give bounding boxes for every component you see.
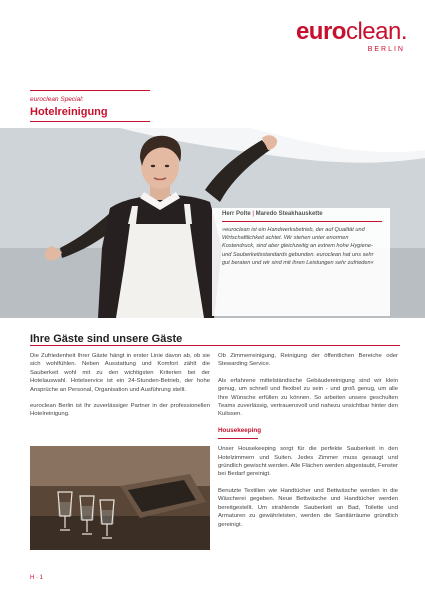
partner-paragraph: euroclean Berlin ist Ihr zuverlässiger Partner in der professionellen Hotelreinigung.	[30, 403, 210, 418]
euroclean-logo	[296, 20, 407, 53]
logo-wordmark: euroclean.	[295, 18, 407, 45]
services-paragraph: Ob Zimmerreinigung, Reinigung der öffentlichen Bereiche oder Stewarding Service.	[218, 353, 398, 368]
glasses-illustration	[30, 446, 210, 550]
table-glasses-photo	[30, 446, 210, 550]
testimonial-text: »euroclean ist ein Handwerksbetrieb, der auf Qualität und Wirtschaftlichkeit achtet. Wir stehen unter enormen Kostendruck, sind aber gleichzeitig an extrem hohe Hygiene- und Sauberkeitsstandards gebunden. euroclean hat uns sehr gut beraten und wir sind mit ihren Leistungen sehr zufrieden«	[222, 227, 374, 266]
right-column	[218, 352, 398, 537]
page-number: H · 1	[30, 575, 44, 581]
left-column	[30, 352, 210, 427]
special-rule-bottom	[30, 121, 150, 122]
special-title: Hotelreinigung	[30, 106, 108, 118]
housekeeping-paragraph-1: Unser Housekeeping sorgt für die perfekte Sauberkeit in den Hotelzimmern und Suiten. Jedes Zimmer muss gesaugt und gründlich gewischt werden. Alle Flächen werden abgestaubt, Fenster bei Bedarf gereinigt.	[218, 446, 398, 478]
housekeeping-paragraph-2: Benutzte Textilien wie Handtücher und Bettwäsche werden in die Wäscherei gegeben. Neue Bettwäsche und Handtücher werden bereitgestellt. Um strahlende Sauberkeit an Bad, Toilette und Armaturen zu gewährleisten, werden die Sanitärräume gründlich gereinigt.	[218, 487, 398, 528]
housekeeping-rule	[218, 438, 258, 439]
housekeeping-heading: Housekeeping	[218, 426, 262, 434]
section-rule	[30, 345, 400, 346]
special-kicker: euroclean Special:	[30, 96, 84, 103]
section-title: Ihre Gäste sind unsere Gäste	[30, 333, 183, 345]
special-rule-top	[30, 90, 150, 91]
testimonial-author: Herr Polte | Maredo Steakhauskette	[222, 211, 323, 217]
logo-city: BERLIN	[367, 46, 405, 53]
quote-rule	[222, 221, 382, 222]
company-paragraph: Als erfahrene mittelständische Gebäudereinigung sind wir klein genug, um schnell und flexibel zu sein - und groß genug, um alle Ihre Wünsche erfüllen zu können. So arbeiten unsere geschulten Teams zuverlässig, vertrauensvoll und nahezu unsichtbar hinter den Kulissen.	[218, 377, 398, 418]
intro-paragraph: Die Zufriedenheit Ihrer Gäste hängt in erster Linie davon ab, ob sie sich wohlfühlen. Neben Ausstattung und Komfort zählt die Sauberkeit wohl mit zu den wichtigsten Kriterien bei der Hotelauswahl. Hotelservice ist ein 24-Stunden-Betrieb, der hohe Ansprüche an Personal, Organisation und Ausführung stellt.	[30, 353, 210, 393]
testimonial-quote-box	[212, 208, 390, 316]
